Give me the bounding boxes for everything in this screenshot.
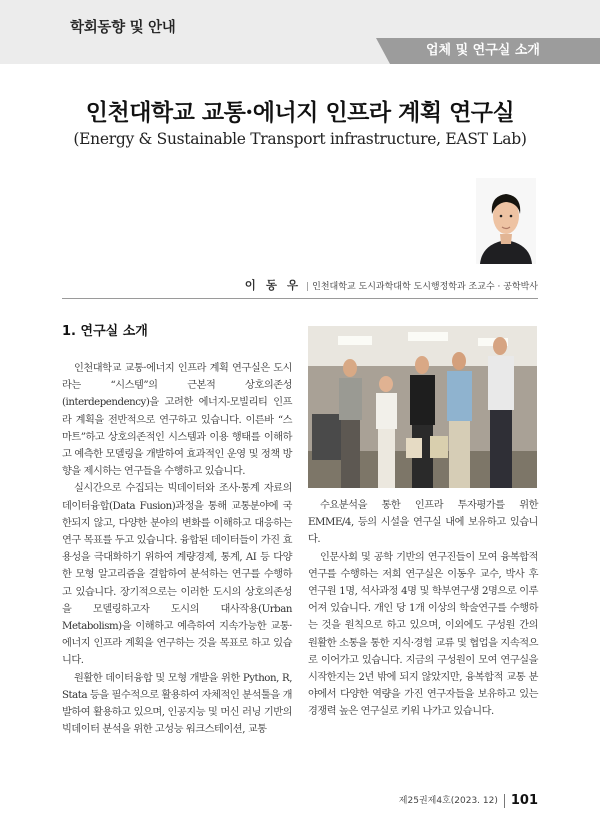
section-title: 학회동향 및 안내: [70, 20, 176, 36]
author-name: 이 동 우: [244, 278, 302, 292]
body-column-right: [308, 497, 538, 721]
byline-separator: |: [306, 282, 310, 292]
category-tab: 업체 및 연구실 소개: [390, 38, 600, 64]
page-number: 101: [510, 793, 538, 808]
author-affiliation: 인천대학교 도시과학대학 도시행정학과 조교수 · 공학박사: [312, 282, 538, 292]
paragraph: 인문사회 및 공학 기반의 연구진들이 모여 융복합적 연구를 수행하는 저희 연구실은 이동우 교수, 박사 후 연구원 1명, 석사과정 4명 및 학부연구생 2명으로 이루어져 있습니다. 개인 당 1개 이상의 학술연구를 수행하는 것을 원칙으로 하고 있으며, 이외에도 구성원 간의 원활한 소통을 통한 지식·경험 교류 및 협업을 지속적으로 이어가고 있습니다. 지금의 구성원이 모여 연구실을 시작한지는 2년 밖에 되지 않았지만, 융복합적 교통 분야에서 다양한 역량을 가진 연구자들을 보유하고 있는 경쟁력 높은 연구실로 키워 나가고 있습니다.: [308, 551, 538, 718]
article-subtitle: (Energy & Sustainable Transport infrastructure, EAST Lab): [73, 130, 527, 148]
lab-group-photo: [308, 326, 537, 488]
article-title: 인천대학교 교통·에너지 인프라 계획 연구실: [85, 99, 515, 126]
paragraph: 수요분석을 통한 인프라 투자평가를 위한 EMME/4, 등의 시설을 연구실 내에 보유하고 있습니다.: [308, 500, 538, 546]
issue-info: 제25권제4호(2023. 12): [398, 796, 498, 806]
section-heading: 1. 연구실 소개: [62, 324, 148, 339]
paragraph: 원활한 데이터융합 및 모형 개발을 위한 Python, R, Stata 등을 필수적으로 활용하여 자체적인 분석툴을 개발하여 활용하고 있으며, 인공지능 및 머신 러닝 기반의 빅데이터 분석을 위한 고성능 워크스테이션, 교통: [62, 672, 292, 736]
footer-divider: [504, 794, 505, 808]
author-portrait-photo: [476, 178, 536, 264]
author-byline: [245, 277, 538, 293]
body-column-left: [62, 360, 292, 738]
paragraph: 실시간으로 수집되는 빅데이터와 조사·통계 자료의 데이터융합(Data Fusion)과정을 통해 교통분야에 국한되지 않고, 다양한 분야의 변화를 이해하고 대응하는 연구 목표를 두고 있습니다. 융합된 데이터들이 가진 효용성을 극대화하기 위하여 계량경제, 통계, AI 등 다양한 모형 알고리즘을 결합하여 분석하는 연구를 수행하고 있습니다. 장기적으로는 이러한 도시의 상호의존성을 모델링하고자 도시의 대사작용(Urban Metabolism)을 이해하고 예측하여 지속가능한 교통·에너지 인프라 계획을 연구하는 것을 목표로 하고 있습니다.: [62, 483, 292, 667]
header-divider: [62, 298, 538, 299]
page-footer: [399, 793, 538, 808]
paragraph: 인천대학교 교통·에너지 인프라 계획 연구실은 도시라는 “시스템”의 근본적 상호의존성 (interdependency)을 고려한 에너지-모빌리티 인프라 계획을 전반적으로 연구하고 있습니다. 이른바 “스마트”하고 상호의존적인 시스템과 이용 행태를 이해하고 예측한 모델링을 개발하여 효과적인 운영 및 정책 방향을 제시하는 연구들을 수행하고 있습니다.: [62, 363, 292, 478]
